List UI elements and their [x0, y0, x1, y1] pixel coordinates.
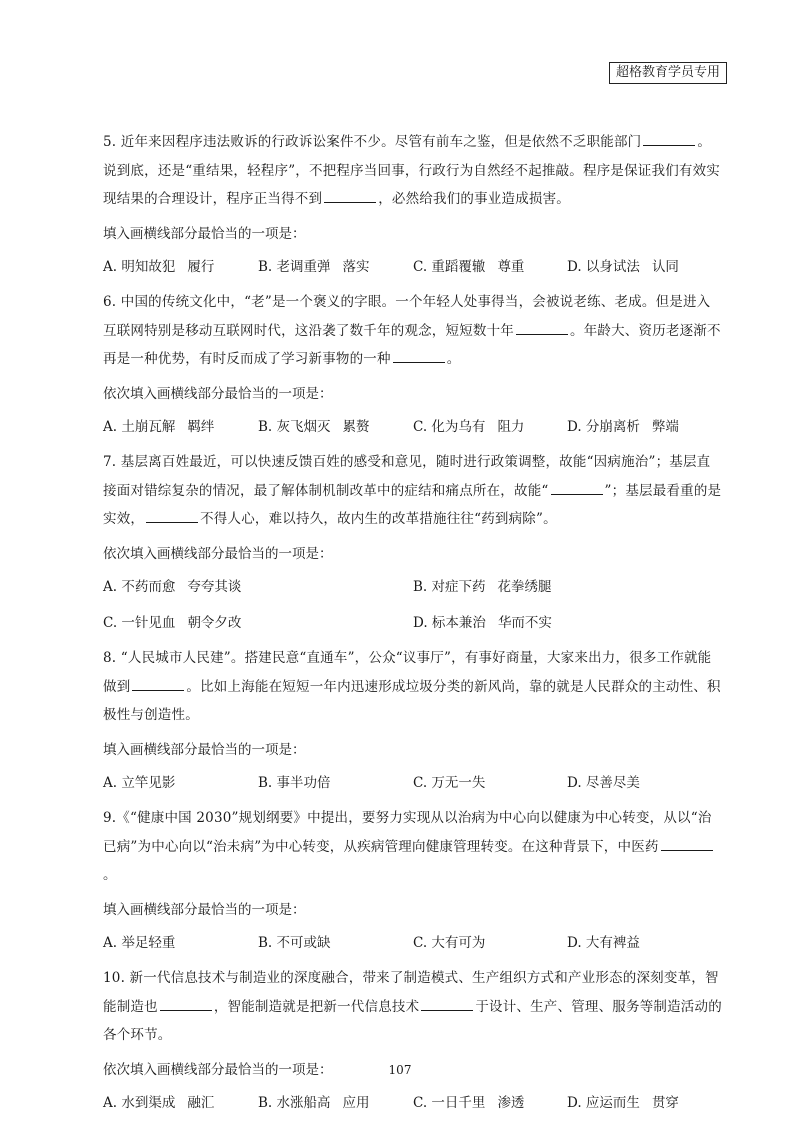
stem-text: 。说到底，还是“重结果，轻程序”，不把程序当回事，行政行为自然经不起推敲。程序是保证我们有效实现结果的合理设计，程序正当得不到 [103, 134, 721, 207]
option-value: 花拳绣腿 [497, 579, 552, 595]
option-a[interactable] [103, 1088, 214, 1119]
option-a[interactable] [103, 252, 214, 283]
option-label: C. 化为乌有 [413, 419, 486, 435]
question-stem [103, 644, 723, 730]
question-list [103, 128, 723, 1124]
fill-blank [643, 131, 695, 146]
option-value: 落实 [342, 259, 370, 275]
option-label: D. 大有裨益 [567, 935, 640, 951]
option-label: D. 尽善尽美 [567, 775, 640, 791]
option-b[interactable] [258, 252, 370, 283]
fill-blank [393, 348, 445, 363]
question-stem [103, 964, 723, 1050]
option-c[interactable] [413, 252, 524, 283]
fill-blank [661, 836, 713, 851]
option-label: C. 一日千里 [413, 1095, 486, 1111]
option-value: 渗透 [497, 1095, 525, 1111]
option-label: B. 老调重弹 [258, 259, 331, 275]
option-label: A. 土崩瓦解 [103, 419, 176, 435]
question-10 [103, 964, 723, 1119]
option-a[interactable] [103, 928, 175, 959]
option-row [103, 608, 723, 639]
stem-text: ”；基层最看重的是实效， [103, 482, 722, 527]
question-stem [103, 448, 723, 534]
stem-text: 。比如上海能在短短一年内迅速形成垃圾分类的新风尚，靠的就是人民群众的主动性、积极性与创造性。 [103, 678, 721, 723]
question-prompt: 填入画横线部分最恰当的一项是： [103, 225, 306, 242]
fill-blank [551, 480, 603, 495]
option-value: 阻力 [497, 419, 525, 435]
fill-blank [421, 996, 473, 1011]
stem-text: 9.《“健康中国 2030”规划纲要》中提出，要努力实现从以治病为中心向以健康为中心转变，从以“治已病”为中心向以“治未病”为中心转变，从疾病管理向健康管理转变。在这种背景下，中医药 [103, 810, 712, 855]
option-label: B. 对症下药 [413, 579, 486, 595]
stem-text: 5. 近年来因程序违法败诉的行政诉讼案件不少。尽管有前车之鉴，但是依然不乏职能部门 [103, 134, 642, 150]
option-value: 华而不实 [497, 615, 552, 631]
option-d[interactable] [567, 928, 640, 959]
option-b[interactable] [258, 412, 370, 443]
stem-text: 。 [103, 867, 117, 883]
question-5 [103, 128, 723, 283]
option-value: 认同 [651, 259, 679, 275]
stem-text: 不得人心，难以持久，故内生的改革措施往往“药到病除”。 [200, 511, 557, 527]
option-value: 贯穿 [651, 1095, 679, 1111]
option-c[interactable] [413, 1088, 524, 1119]
option-value: 夸夸其谈 [187, 579, 242, 595]
option-label: B. 水涨船高 [258, 1095, 331, 1111]
question-9 [103, 804, 723, 959]
option-d[interactable] [567, 768, 640, 799]
option-row [103, 768, 723, 799]
stem-text: 10. 新一代信息技术与制造业的深度融合，带来了制造模式、生产组织方式和产业形态的深刻变革，智能制造也 [103, 970, 719, 1015]
option-d[interactable] [567, 252, 679, 283]
question-6 [103, 288, 723, 443]
fill-blank [324, 188, 376, 203]
fill-blank [132, 676, 184, 691]
question-stem [103, 128, 723, 214]
option-value: 累赘 [342, 419, 370, 435]
option-label: B. 不可或缺 [258, 935, 331, 951]
option-value: 弊端 [651, 419, 679, 435]
stem-text: ，智能制造就是把新一代信息技术 [213, 998, 420, 1015]
option-label: A. 举足轻重 [103, 935, 176, 951]
question-prompt: 填入画横线部分最恰当的一项是： [103, 741, 306, 758]
option-label: D. 分崩离析 [567, 419, 640, 435]
page-number: 107 [388, 1063, 412, 1077]
option-label: C. 重蹈覆辙 [413, 259, 486, 275]
option-d[interactable] [567, 1088, 679, 1119]
question-stem [103, 804, 723, 890]
option-label: D. 标本兼治 [413, 615, 486, 631]
question-8 [103, 644, 723, 799]
option-row [103, 1088, 723, 1119]
option-label: A. 明知故犯 [103, 259, 176, 275]
option-label: B. 灰飞烟灭 [258, 419, 331, 435]
option-c[interactable] [103, 608, 241, 639]
stem-text: 。年龄大、资历老逐渐不再是一种优势，有时反而成了学习新事物的一种 [103, 322, 721, 367]
option-label: A. 水到渠成 [103, 1095, 176, 1111]
question-7 [103, 448, 723, 639]
stem-text: 8. “人民城市人民建”。搭建民意“直通车”，公众“议事厅”，有事好商量，大家来出力，很多工作就能做到 [103, 650, 712, 695]
option-label: A. 立竿见影 [103, 775, 176, 791]
stem-text: 7. 基层离百姓最近，可以快速反馈百姓的感受和意见，随时进行政策调整，故能“因病施治”；基层直接面对错综复杂的情况，最了解体制机制改革中的症结和痛点所在，故能“ [103, 454, 711, 499]
question-prompt: 依次填入画横线部分最恰当的一项是： [103, 385, 333, 402]
option-label: D. 以身试法 [567, 259, 640, 275]
stem-text: 6. 中国的传统文化中，“老”是一个褒义的字眼。一个年轻人处事得当，会被说老练、老成。但是进入互联网特别是移动互联网时代，这沿袭了数千年的观念，短短数十年 [103, 294, 711, 339]
stem-text: 。 [446, 351, 461, 367]
option-c[interactable] [413, 412, 524, 443]
stem-text: ，必然给我们的事业造成损害。 [378, 191, 571, 207]
option-label: B. 事半功倍 [258, 775, 331, 791]
option-row [103, 412, 723, 443]
option-d[interactable] [567, 412, 679, 443]
option-a[interactable] [103, 572, 241, 603]
option-row [103, 252, 723, 283]
option-label: A. 不药而愈 [103, 579, 176, 595]
option-label: C. 大有可为 [413, 935, 486, 951]
option-b[interactable] [258, 768, 331, 799]
option-d[interactable] [413, 608, 552, 639]
option-b[interactable] [413, 572, 552, 603]
option-row [103, 572, 723, 603]
option-value: 朝令夕改 [187, 615, 242, 631]
question-prompt: 填入画横线部分最恰当的一项是： [103, 901, 306, 918]
option-b[interactable] [258, 1088, 370, 1119]
option-c[interactable] [413, 768, 485, 799]
option-label: D. 应运而生 [567, 1095, 640, 1111]
question-prompt: 依次填入画横线部分最恰当的一项是： [103, 1061, 333, 1078]
question-prompt: 依次填入画横线部分最恰当的一项是： [103, 545, 333, 562]
fill-blank [160, 996, 212, 1011]
option-label: C. 万无一失 [413, 775, 486, 791]
fill-blank [516, 320, 568, 335]
option-c[interactable] [413, 928, 485, 959]
option-a[interactable] [103, 412, 214, 443]
option-b[interactable] [258, 928, 331, 959]
exclusive-use-badge: 超格教育学员专用 [609, 62, 727, 84]
option-label: C. 一针见血 [103, 615, 176, 631]
option-value: 履行 [187, 259, 215, 275]
option-value: 羁绊 [187, 419, 215, 435]
option-row [103, 928, 723, 959]
option-value: 尊重 [497, 259, 525, 275]
option-a[interactable] [103, 768, 175, 799]
question-stem [103, 288, 723, 374]
option-value: 应用 [342, 1095, 370, 1111]
stem-text: 于设计、生产、管理、服务等制造活动的各个环节。 [103, 998, 722, 1043]
option-value: 融汇 [187, 1095, 215, 1111]
fill-blank [146, 508, 198, 523]
